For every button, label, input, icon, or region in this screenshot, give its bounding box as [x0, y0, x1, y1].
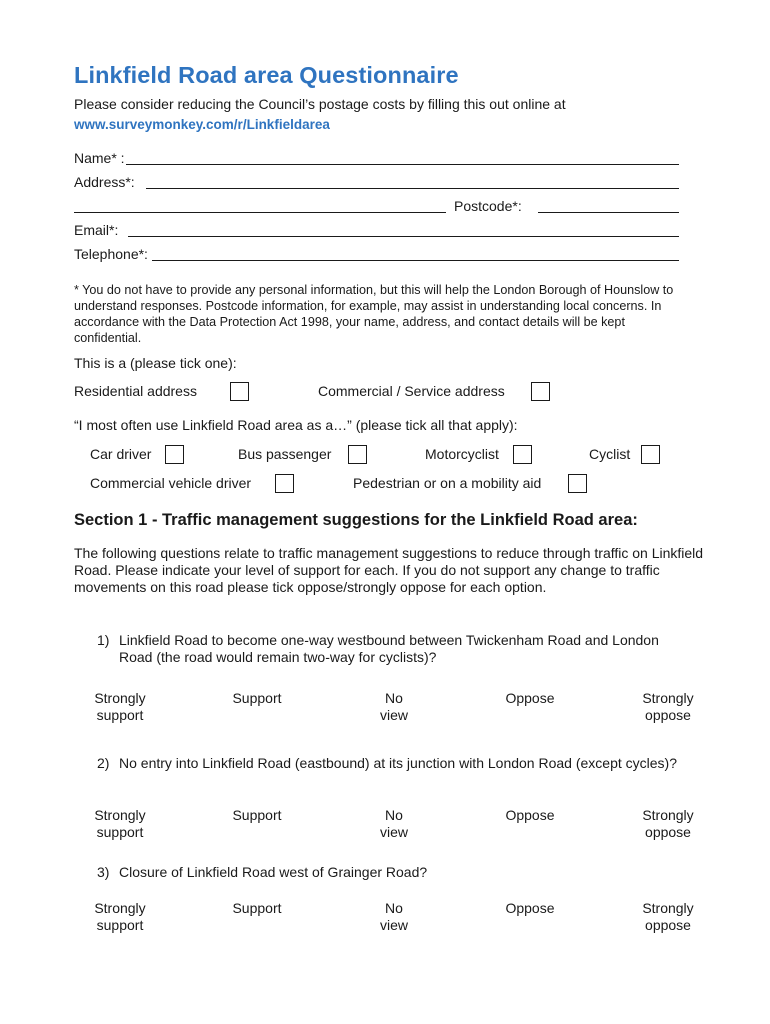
bus-passenger-checkbox[interactable] [348, 445, 367, 464]
question-3-number: 3) [97, 864, 110, 880]
commercial-driver-checkbox[interactable] [275, 474, 294, 493]
q3-no-view-option[interactable]: No view [379, 900, 408, 933]
question-2-number: 2) [97, 755, 110, 771]
name-label: Name* : [74, 150, 125, 166]
address-type-question: This is a (please tick one): [74, 355, 237, 371]
pedestrian-label: Pedestrian or on a mobility aid [353, 475, 542, 491]
name-field[interactable] [126, 164, 679, 165]
q2-oppose-option[interactable]: Oppose [505, 807, 555, 823]
car-driver-label: Car driver [90, 446, 152, 462]
intro-text: Please consider reducing the Council’s postage costs by filling this out online at [74, 96, 566, 112]
q3-support-option[interactable]: Support [232, 900, 282, 916]
address-field[interactable] [146, 188, 679, 189]
address-line2-field[interactable] [74, 212, 446, 213]
q3-strongly-oppose-option[interactable]: Strongly oppose [642, 900, 694, 933]
question-3-text: Closure of Linkfield Road west of Grainger Road? [119, 864, 428, 880]
q1-support-option[interactable]: Support [232, 690, 282, 706]
residential-checkbox[interactable] [230, 382, 249, 401]
page-title: Linkfield Road area Questionnaire [74, 62, 459, 88]
residential-label: Residential address [74, 383, 197, 399]
postcode-field[interactable] [538, 212, 679, 213]
q2-strongly-support-option[interactable]: Strongly support [94, 807, 146, 840]
motorcyclist-checkbox[interactable] [513, 445, 532, 464]
q3-strongly-support-option[interactable]: Strongly support [94, 900, 146, 933]
q1-strongly-support-option[interactable]: Strongly support [94, 690, 146, 723]
telephone-label: Telephone*: [74, 246, 148, 262]
address-label: Address*: [74, 174, 135, 190]
car-driver-checkbox[interactable] [165, 445, 184, 464]
email-label: Email*: [74, 222, 119, 238]
pedestrian-checkbox[interactable] [568, 474, 587, 493]
postcode-label: Postcode*: [454, 198, 522, 214]
question-1-text: Linkfield Road to become one-way westbound between Twickenham Road and London Road (the road would remain two-way for cyclists)? [119, 632, 659, 665]
question-2-text: No entry into Linkfield Road (eastbound) at its junction with London Road (except cycles)? [119, 755, 677, 771]
section-1-intro: The following questions relate to traffic management suggestions to reduce through traffic on Linkfield Road. Please indicate your level of support for each. If you do not support any change to traffic movements on this road please tick oppose/strongly oppose for each option. [74, 545, 704, 595]
survey-link[interactable]: www.surveymonkey.com/r/Linkfieldarea [74, 117, 330, 132]
q2-support-option[interactable]: Support [232, 807, 282, 823]
q1-oppose-option[interactable]: Oppose [505, 690, 555, 706]
q2-no-view-option[interactable]: No view [379, 807, 408, 840]
commercial-driver-label: Commercial vehicle driver [90, 475, 252, 491]
bus-passenger-label: Bus passenger [238, 446, 332, 462]
telephone-field[interactable] [152, 260, 679, 261]
email-field[interactable] [128, 236, 679, 237]
privacy-note: * You do not have to provide any personal information, but this will help the London Borough of Hounslow to understand responses. Postcode information, for example, may assist in understanding local concerns. In accordance with the Data Protection Act 1998, your name, address, and contact details will be kept confidential. [74, 283, 674, 345]
motorcyclist-label: Motorcyclist [425, 446, 499, 462]
commercial-address-label: Commercial / Service address [318, 383, 505, 399]
q1-strongly-oppose-option[interactable]: Strongly oppose [642, 690, 694, 723]
commercial-address-checkbox[interactable] [531, 382, 550, 401]
cyclist-checkbox[interactable] [641, 445, 660, 464]
cyclist-label: Cyclist [589, 446, 631, 462]
q2-strongly-oppose-option[interactable]: Strongly oppose [642, 807, 694, 840]
q1-no-view-option[interactable]: No view [379, 690, 408, 723]
question-1-number: 1) [97, 632, 110, 648]
usage-question: “I most often use Linkfield Road area as a…” (please tick all that apply): [74, 417, 518, 433]
section-1-heading: Section 1 - Traffic management suggestions for the Linkfield Road area: [74, 511, 638, 529]
q3-oppose-option[interactable]: Oppose [505, 900, 555, 916]
